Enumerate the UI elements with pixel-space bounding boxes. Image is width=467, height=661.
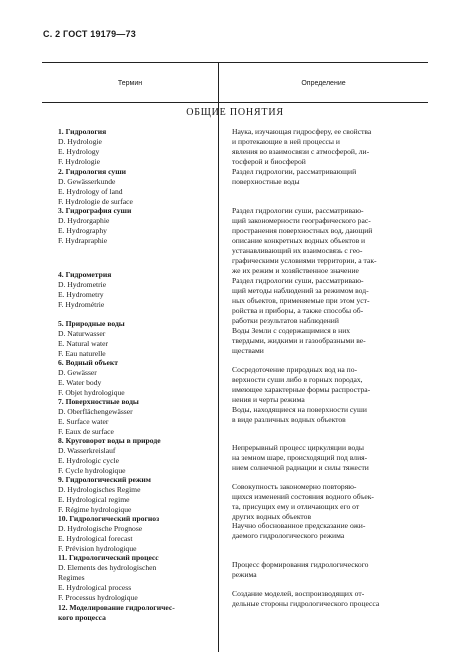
definition-line: ных объектов, применяемые при этом уст- xyxy=(232,296,370,305)
definition-line: работки результатов наблюдений xyxy=(232,316,339,325)
term-title: 7. Поверхностные воды xyxy=(58,397,139,406)
term-translation: кого процесса xyxy=(58,613,106,622)
term-translation: E. Hydrological process xyxy=(58,583,132,592)
definition-line: даемого гидрологического режима xyxy=(232,531,345,540)
term-translation: F. Hydrapraphie xyxy=(58,236,108,245)
column-divider xyxy=(218,62,219,652)
term-translation: E. Hydrological forecast xyxy=(58,534,133,543)
definition-line: щий закономерности географического рас- xyxy=(232,216,371,225)
definition-line: в виде различных водных объектов xyxy=(232,415,346,424)
column-header-term: Термин xyxy=(117,80,143,87)
definition-line: имеющее характерные формы распростра- xyxy=(232,385,371,394)
term-title: 6. Водный объект xyxy=(58,358,118,367)
term-translation: D. Wasserkreislauf xyxy=(58,446,116,455)
definition-line: описание конкретных водных объектов и xyxy=(232,236,366,245)
term-translation: E. Hydrometry xyxy=(58,290,104,299)
term-translation: F. Eau naturelle xyxy=(58,349,106,358)
term-translation: D. Hydrologische Prognose xyxy=(58,524,143,533)
definition-line: Совокупность закономерно повторяю- xyxy=(232,482,357,491)
term-title: 4. Гидрометрия xyxy=(58,270,112,279)
term-translation: F. Prévision hydrologique xyxy=(58,544,137,553)
term-translation: D. Hydrologie xyxy=(58,137,102,146)
definition-line: поверхностные воды xyxy=(232,177,300,186)
definition-line: и протекающие в ней процессы и xyxy=(232,137,340,146)
term-title: 5. Природные воды xyxy=(58,319,125,328)
term-translation: E. Hydrology of land xyxy=(58,187,123,196)
definition-line: Воды Земли с содержащимися в них xyxy=(232,326,351,335)
definition-line: других водных объектов xyxy=(232,512,312,521)
definition-line: та, присущих ему и отличающих его от xyxy=(232,502,360,511)
term-translation: F. Processus hydrologique xyxy=(58,593,138,602)
term-translation: D. Gewässerkunde xyxy=(58,177,116,186)
term-translation: E. Hydrography xyxy=(58,226,107,235)
term-translation: D. Hydrologisches Regime xyxy=(58,485,141,494)
definition-line: Раздел гидрологии суши, рассматриваю- xyxy=(232,206,364,215)
term-title: 3. Гидрография суши xyxy=(58,206,132,215)
term-translation: F. Hydrométrie xyxy=(58,300,105,309)
term-translation: D. Hydrometrie xyxy=(58,280,107,289)
term-title: 1. Гидрология xyxy=(58,127,107,136)
term-translation: E. Surface water xyxy=(58,417,109,426)
term-translation: E. Hydrology xyxy=(58,147,100,156)
term-translation: D. Gewässer xyxy=(58,368,97,377)
term-translation: F. Objet hydrologique xyxy=(58,388,125,397)
definition-line: Раздел гидрологии суши, рассматриваю- xyxy=(232,276,364,285)
term-translation: D. Oberflächengewässer xyxy=(58,407,133,416)
definition-line: режима xyxy=(232,570,257,579)
definition-line: щий методы наблюдений за режимом вод- xyxy=(232,286,369,295)
definition-line: графическими условиями территории, а так- xyxy=(232,256,377,265)
definition-line: нения и черты режима xyxy=(232,395,305,404)
definition-line: Создание моделей, воспроизводящих от- xyxy=(232,589,365,598)
term-title: 2. Гидрология суши xyxy=(58,167,127,176)
definition-line: щихся изменений состояния водного объек- xyxy=(232,492,374,501)
table-top-border xyxy=(42,62,428,63)
definition-line: Процесс формирования гидрологического xyxy=(232,560,369,569)
definition-line: Раздел гидрологии, рассматривающий xyxy=(232,167,357,176)
section-title: ОБЩИЕ ПОНЯТИЯ xyxy=(186,107,284,118)
definition-line: ществами xyxy=(232,346,264,355)
definition-line: Наука, изучающая гидросферу, ее свойства xyxy=(232,127,372,136)
term-translation: Regimes xyxy=(58,573,85,582)
term-translation: F. Régime hydrologique xyxy=(58,505,132,514)
term-translation: D. Hydrorgaphie xyxy=(58,216,110,225)
term-translation: E. Water body xyxy=(58,378,102,387)
term-translation: F. Cycle hydrologique xyxy=(58,466,126,475)
term-title: 11. Гидрологический процесс xyxy=(58,553,159,562)
term-translation: F. Hydrologie xyxy=(58,157,100,166)
definition-line: Воды, находящиеся на поверхности суши xyxy=(232,405,367,414)
term-title: 12. Моделирование гидрологичес- xyxy=(58,603,175,612)
definition-line: же их режим и хозяйственное значение xyxy=(232,266,359,275)
definition-line: устанавливающий их взаимосвязь с гео- xyxy=(232,246,363,255)
term-title: 10. Гидрологический прогноз xyxy=(58,514,160,523)
definition-line: пространения поверхностных вод, дающий xyxy=(232,226,373,235)
term-translation: F. Eaux de surface xyxy=(58,427,114,436)
definition-line: верхности суши либо в горных породах, xyxy=(232,375,363,384)
term-translation: F. Hydrologie de surface xyxy=(58,197,133,206)
term-translation: E. Hydrological regime xyxy=(58,495,130,504)
column-header-definition: Определение xyxy=(301,80,346,87)
definition-line: Непрерывный процесс циркуляции воды xyxy=(232,443,365,452)
definition-line: ройства и приборы, а также способы об- xyxy=(232,306,364,315)
definition-line: явления во взаимосвязи с атмосферой, ли- xyxy=(232,147,370,156)
page-header: С. 2 ГОСТ 19179—73 xyxy=(43,29,136,39)
term-title: 8. Круговорот воды в природе xyxy=(58,436,161,445)
definition-line: дельные стороны гидрологического процесса xyxy=(232,599,380,608)
definition-line: нием солнечной радиации и силы тяжести xyxy=(232,463,369,472)
definition-line: тосферой и биосферой xyxy=(232,157,306,166)
term-translation: D. Naturwasser xyxy=(58,329,106,338)
term-translation: D. Elements des hydrologischen xyxy=(58,563,157,572)
definition-line: твердыми, жидкими и газообразными ве- xyxy=(232,336,366,345)
table-header-border xyxy=(42,102,428,103)
terms-table xyxy=(42,62,428,652)
definition-line: на земном шаре, происходящий под влия- xyxy=(232,453,368,462)
definition-line: Научно обоснованное предсказание ожи- xyxy=(232,521,366,530)
term-translation: E. Hydrologic cycle xyxy=(58,456,119,465)
term-title: 9. Гидрологический режим xyxy=(58,475,151,484)
term-translation: E. Natural water xyxy=(58,339,108,348)
definition-line: Сосредоточение природных вод на по- xyxy=(232,365,358,374)
